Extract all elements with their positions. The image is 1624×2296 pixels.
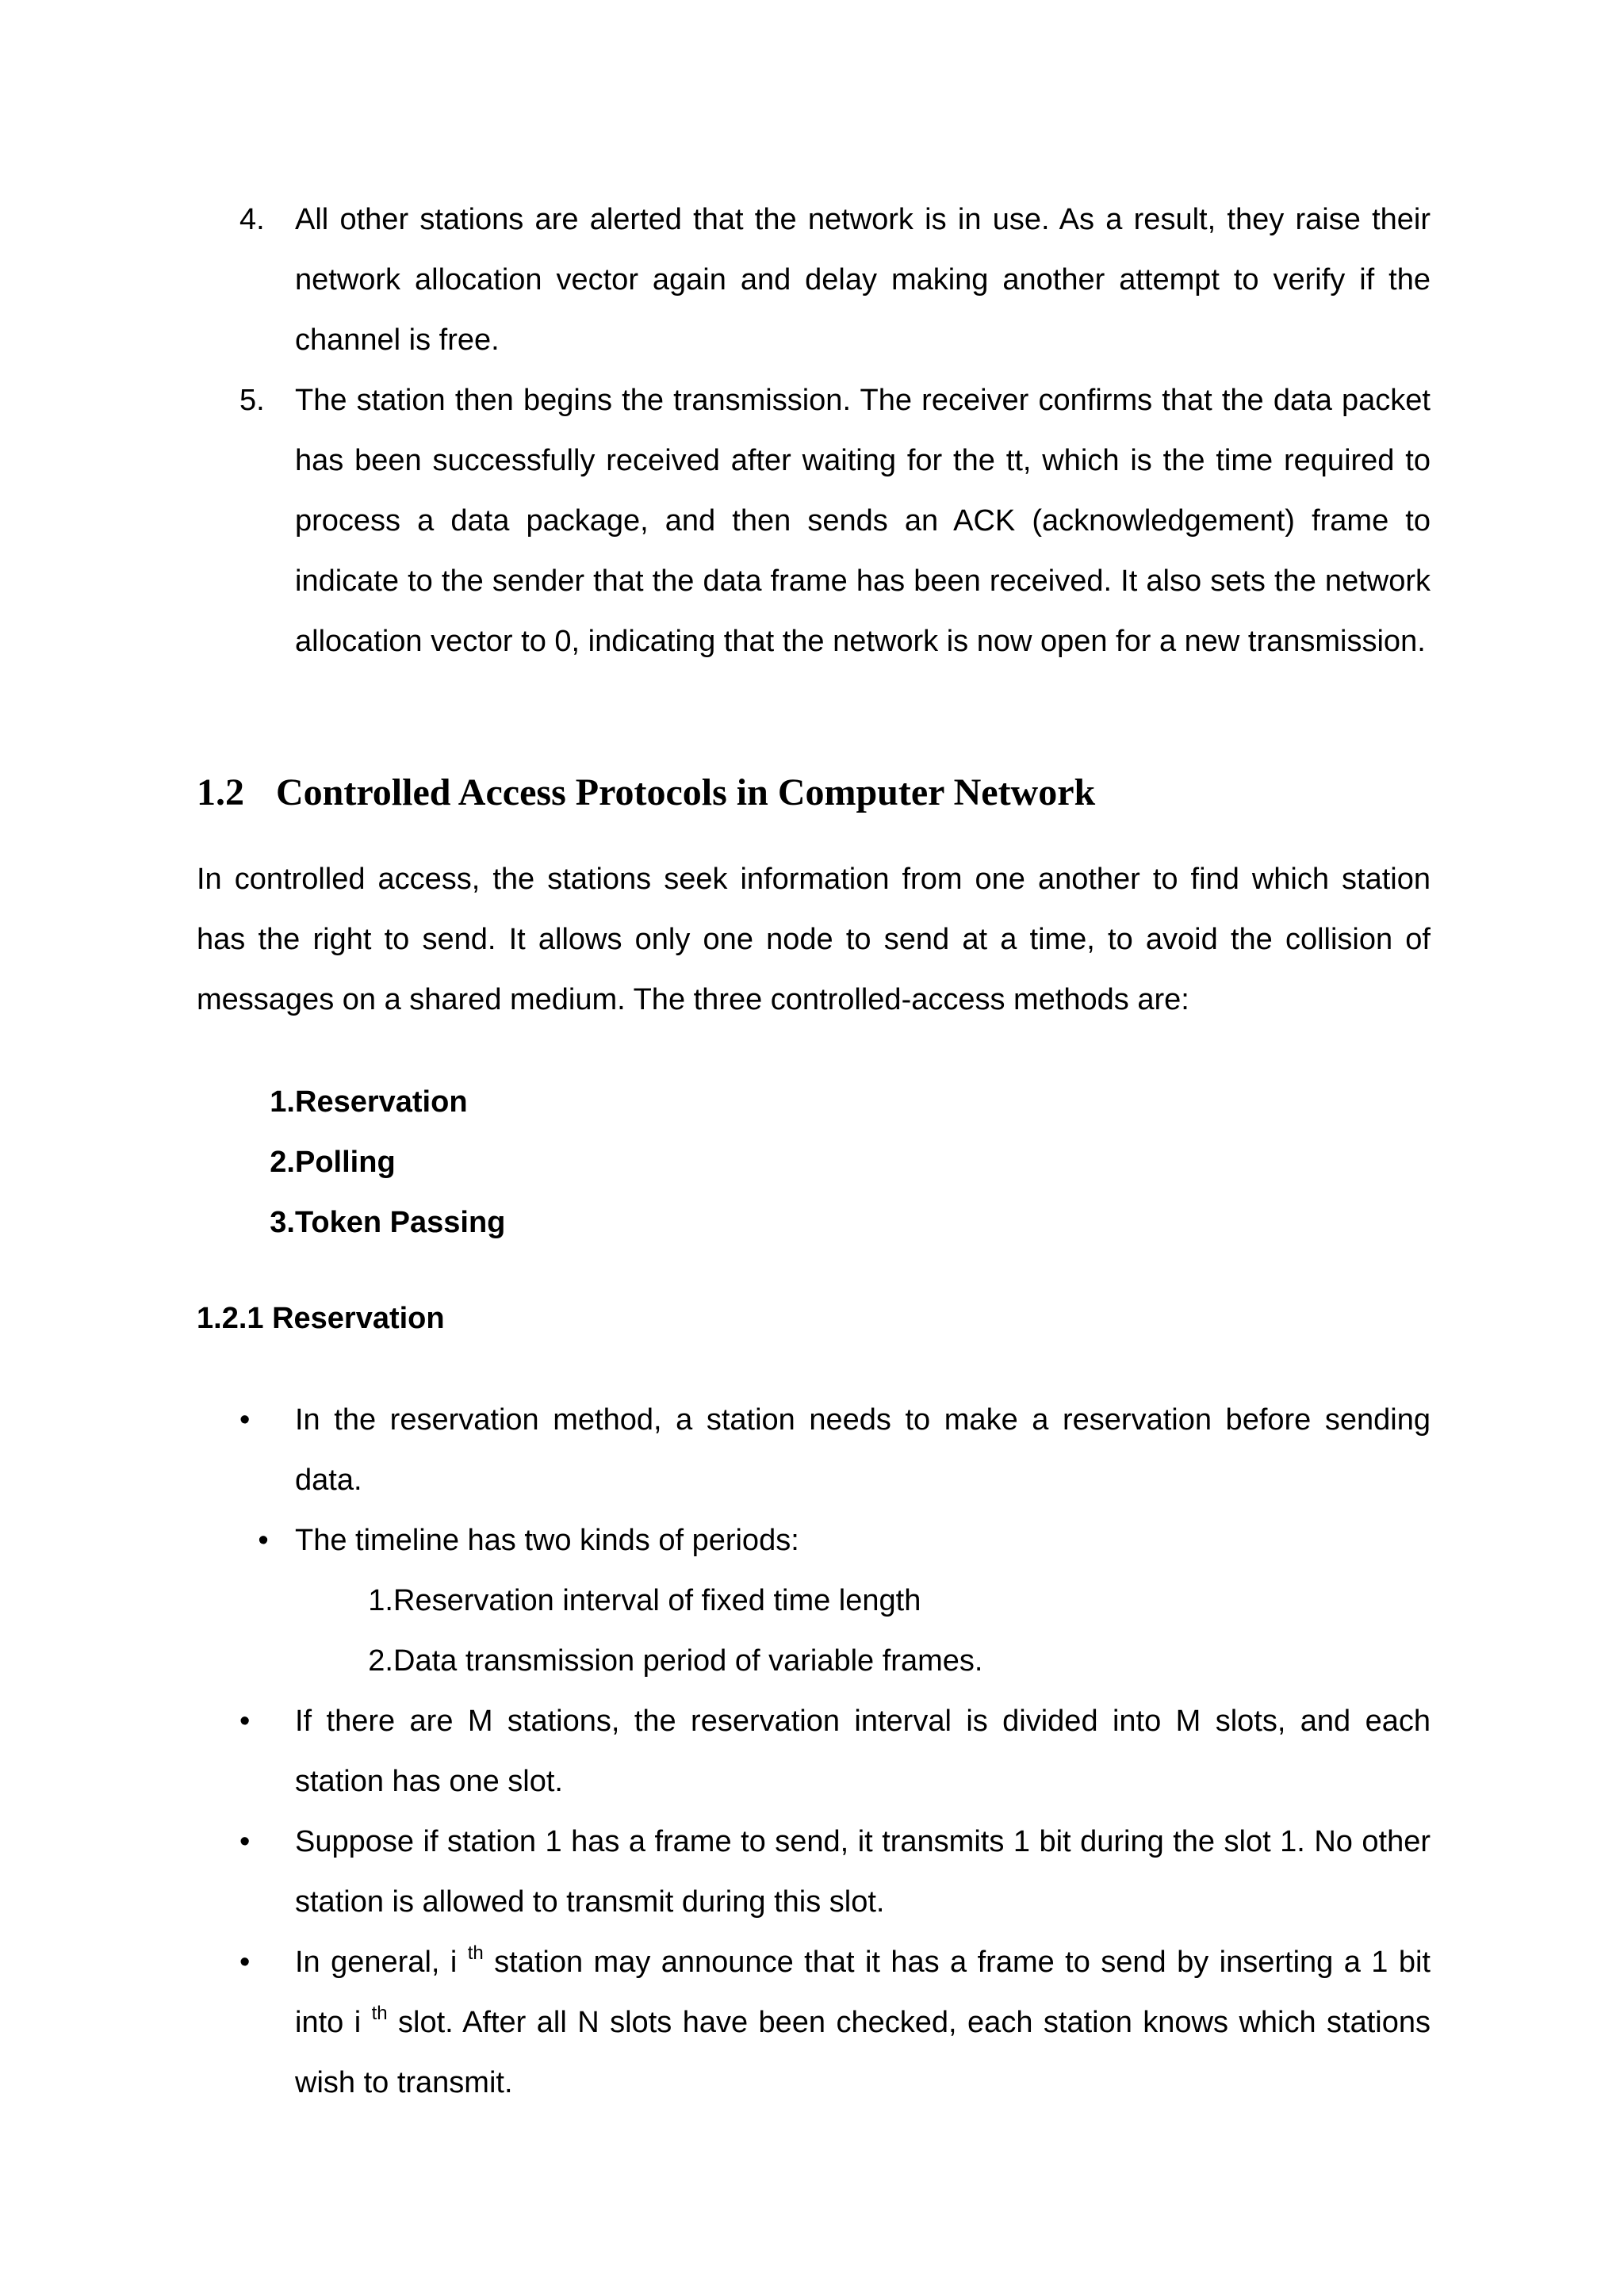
intro-paragraph: In controlled access, the stations seek information from one another to find which station has the right to send. It allows only one node to send at a time, to avoid the collision of messages on a shared medium. The three controlled-access methods are: bbox=[197, 863, 1431, 1016]
method-number: 3. bbox=[270, 1206, 295, 1239]
period-text: Reservation interval of fixed time length bbox=[393, 1584, 921, 1617]
bullet-text: In general, i $^{th}$ station may announce that it has a frame to send by inserting a 1 bit into i $^{th}$ slot. After all N slots have been checked, each station knows which stations wish to transmit. bbox=[295, 1942, 1431, 2099]
period-number: 2. bbox=[368, 1644, 393, 1678]
section-number: 1.2 bbox=[197, 771, 244, 813]
subsection-heading: 1.2.1 Reservation bbox=[197, 1302, 445, 1335]
bullet-item bbox=[258, 1510, 1431, 1571]
bullet-item bbox=[239, 1691, 1431, 1812]
period-item bbox=[368, 1571, 1431, 1631]
method-number: 1. bbox=[270, 1085, 295, 1119]
period-item bbox=[368, 1631, 1431, 1691]
list-item-text: The station then begins the transmission. The receiver confirms that the data packet has been successfully received after waiting for the tt, which is the time required to process a data package, and then sends an ACK (acknowledgement) frame to indicate to the sender that the data frame has been received. It also sets the network allocation vector to 0, indicating that the network is now open for a new transmission. bbox=[295, 384, 1431, 658]
method-item-token-passing bbox=[270, 1192, 1431, 1253]
method-item-polling bbox=[270, 1132, 1431, 1192]
period-number: 1. bbox=[368, 1584, 393, 1617]
bullet-icon: • bbox=[258, 1524, 269, 1557]
list-item bbox=[239, 370, 1431, 672]
section-heading bbox=[197, 767, 1095, 818]
list-number: 4. bbox=[239, 203, 265, 236]
method-label: Polling bbox=[295, 1146, 396, 1179]
method-label: Token Passing bbox=[295, 1206, 506, 1239]
bullet-text: Suppose if station 1 has a frame to send, it transmits 1 bit during the slot 1. No other station is allowed to transmit during this slot. bbox=[295, 1825, 1431, 1919]
bullet-icon: • bbox=[239, 1403, 251, 1437]
bullet-item bbox=[239, 1932, 1431, 2113]
superscript-th: th bbox=[371, 2003, 388, 2025]
bullet-icon: • bbox=[239, 1946, 251, 1979]
bullet-text: The timeline has two kinds of periods: bbox=[295, 1524, 799, 1557]
section-title: Controlled Access Protocols in Computer Network bbox=[276, 771, 1096, 813]
list-item-text: All other stations are alerted that the network is in use. As a result, they raise their network allocation vector again and delay making another attempt to verify if the channel is free. bbox=[295, 203, 1431, 357]
superscript-th: th bbox=[467, 1942, 484, 1965]
method-label: Reservation bbox=[295, 1085, 468, 1119]
period-text: Data transmission period of variable frames. bbox=[393, 1644, 983, 1678]
bullet-text: In the reservation method, a station needs to make a reservation before sending data. bbox=[295, 1403, 1431, 1497]
bullet-item bbox=[239, 1812, 1431, 1932]
list-number: 5. bbox=[239, 384, 265, 417]
bullet-item bbox=[239, 1390, 1431, 1510]
bullet-icon: • bbox=[239, 1705, 251, 1738]
bullet-icon: • bbox=[239, 1825, 251, 1858]
method-number: 2. bbox=[270, 1146, 295, 1179]
method-item-reservation bbox=[270, 1072, 1431, 1132]
list-item bbox=[239, 189, 1431, 370]
bullet-text: If there are M stations, the reservation interval is divided into M slots, and each station has one slot. bbox=[295, 1705, 1431, 1798]
